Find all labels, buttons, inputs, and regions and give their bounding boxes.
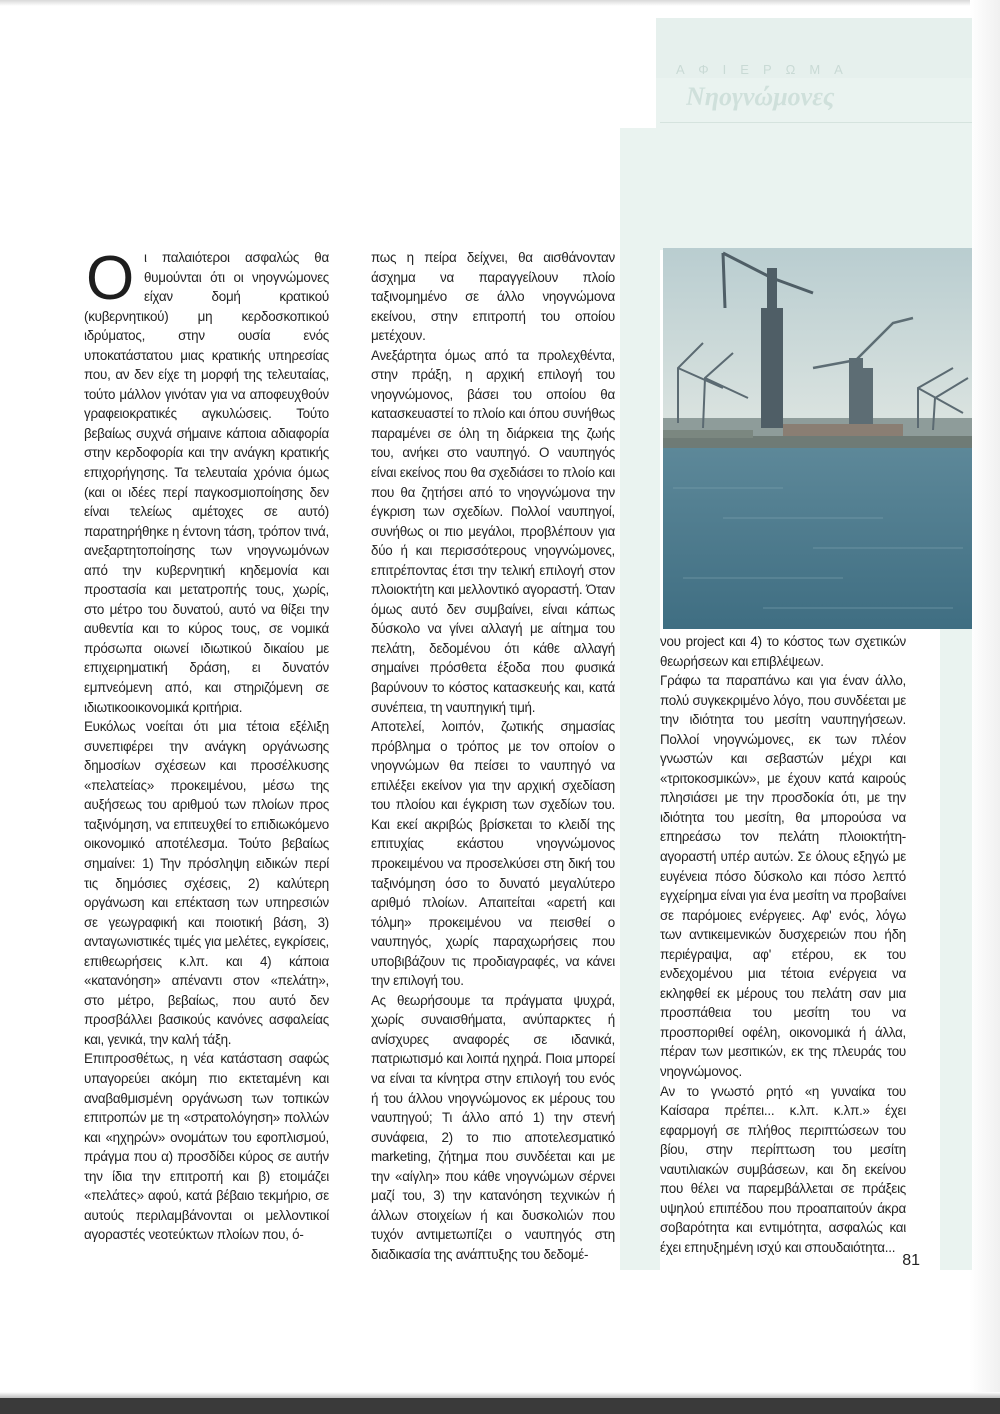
- paragraph: Ευκόλως νοείται ότι μια τέτοια εξέλιξη συνεπιφέρει την ανάγκη οργάνωσης δημοσίων σχέσεων και προσέλκυσης «πελατείας» προκειμένου, μέσω της αυξήσεως του αριθμού των πλοίων προς ταξινόμηση, να επιτευχθεί το επιδιωκόμενο οικονομικό αποτέλεσμα. Τούτο βεβαίως σημαίνει: 1) Την πρόσληψη ειδικών περί τις δημόσιες σχέσεις, 2) καλύτερη οργάνωση και επέκταση των υπηρεσιών σε γεωγραφική και ποιοτική βάση, 3) ανταγωνιστικές τιμές για μελέτες, εγκρίσεις, επιθεωρήσεις κ.λπ. και 4) κάποια «κατανόηση» απέναντι στον «πελάτη», στο μέτρο, βεβαίως, που αυτό δεν προσβάλλει βασικούς κανόνες ασφαλείας και, γενικά, την καλή τάξη.: [84, 719, 329, 1047]
- paragraph: νου project και 4) το κόστος των σχετικών θεωρήσεων και επιβλέψεων.: [660, 634, 906, 669]
- scan-edge-bottom: [0, 1398, 1000, 1414]
- header-rule: [660, 122, 972, 123]
- paragraph: Επιπροσθέτως, η νέα κατάσταση σαφώς υπαγορεύει ακόμη πιο εκτεταμένη και αναβαθμισμένη οργάνωση των τοπικών επιτροπών με τη «στρατολόγηση» πολλών και «ηχηρών» ονομάτων του εφοπλισμού, πράγμα που α) προσδίδει κύρος σε αυτήν την ίδια την επιτροπή και β) ετοιμάζει «πελάτες» αφού, κατά βέβαιο τεκμήριο, σε αυτούς περιλαμβάνονται οι μελλοντικοί αγοραστές νεοτεύκτων πλοίων που, ό-: [84, 1051, 329, 1243]
- harbour-cranes-photo: [663, 248, 972, 629]
- article-column-1: [84, 244, 329, 1245]
- paragraph: Ας θεωρήσουμε τα πράγματα ψυχρά, χωρίς συναισθήματα, ανύπαρκτες ή ανίσχυρες αναφορές σε ιδανικά, πατριωτισμό και λοιπά ηχηρά. Ποια μπορεί να είναι τα κίνητρα στην επιλογή του ενός ή του άλλου νηογνώμονος εκ μέρους του ναυπηγού; Τι άλλο από 1) την στενή συνάφεια, 2) το πιο αποτελεσματικό marketing, ζήτημα που συνδέεται και με την «αίγλη» που κάθε νηογνώμων σέρνει μαζί του, 3) την κατανόηση τεχνικών ή άλλων στοιχείων ή και δυσκολιών που τυχόν αντιμετωπίζει ο ναυπηγός στη διαδικασία της ανάπτυξης του δεδομέ-: [371, 992, 615, 1262]
- section-label: ΑΦΙΕΡΩΜΑ: [676, 62, 857, 77]
- section-heading: Νηογνώμονες: [686, 82, 835, 111]
- paragraph: ι παλαιότεροι ασφαλώς θα θυμούνται ότι οι νηογνώμονες είχαν δομή κρατικού (κυβερνητικού) μη κερδοσκοπικού ιδρύματος, στην ουσία ενός υποκατάστατου μιας κρατικής υπηρεσίας που, αν δεν είχε τη μορφή της τελευταίας, τούτο μάλλον γινόταν για να αποφευχθούν γραφειοκρατικές αγκυλώσεις. Τούτο βεβαίως συχνά σήμαινε κάποια αδιαφορία στην κερδοφορία και την ανάγκη κρατικής επιχορήγησης. Τα τελευταία χρόνια όμως (και οι ιδέες περί παγκοσμιοποίησης δεν είναι τελείως αμέτοχες σε αυτό) παρατηρήθηκε η έντονη τάση, τρόπον τινά, ανεξαρτητοποίησης των νηογνωμόνων από την κυβερνητική κηδεμονία και προστασία και μετατροπής τους, χωρίς, στο μέτρο του δυνατού, αυτό να θίξει την αυθεντία και το κύρος τους, σε νομικά πρόσωπα οιωνεί ιδιωτικού δικαίου με επιχειρηματική δράση, ει δυνατόν εμπνεόμενη από, και στηριζόμενη σε ιδιωτικοοικονομικά κριτήρια.: [84, 250, 329, 715]
- paragraph: Αν το γνωστό ρητό «η γυναίκα του Καίσαρα πρέπει... κ.λπ. κ.λπ.» έχει εφαρμογή σε πλήθος περιπτώσεων του βίου, στην περίπτωση του μεσίτη ναυτιλιακών συμβάσεων, και δη εκείνου που θέλει να παρεμβάλλεται σε πράξεις υψηλού επιπέδου που προαπαιτούν άκρα σοβαρότητα και εντιμότητα, ασφαλώς και έχει επηυξημένη ισχύ και σπουδαιότητα...: [660, 1083, 906, 1255]
- article-column-2: [371, 248, 615, 1264]
- scan-edge-right: [970, 0, 1000, 1398]
- page-number: 81: [902, 1252, 920, 1269]
- scan-edge-top: [0, 0, 1000, 6]
- paragraph: Αποτελεί, λοιπόν, ζωτικής σημασίας πρόβλημα ο τρόπος με τον οποίον ο νηογνώμων θα πείσει το ναυπηγό να επιλέξει εκείνον για την αρχική σχεδίαση του πλοίου και έγκριση των σχεδίων του. Και εκεί ακριβώς βρίσκεται το κλειδί της επιτυχίας εκάστου νηογνώμονος προκειμένου να προσελκύσει στη δική του ταξινόμηση όσο το δυνατό μεγαλύτερο αριθμό πλοίων. Απαιτείται «αρετή και τόλμη» προκειμένου να πεισθεί ο ναυπηγός, χωρίς παραχωρήσεις που υποβιβάζουν τις προδιαγραφές, να κάνει την επιλογή του.: [371, 719, 615, 989]
- paragraph: πως η πείρα δείχνει, θα αισθάνονταν άσχημα να παραγγείλουν πλοίο ταξινομημένο σε άλλο νηογνώμονα εκείνου, στην επιτροπή του οποίου μετέχουν.: [371, 250, 615, 344]
- paragraph: Γράφω τα παραπάνω και για έναν άλλο, πολύ συγκεκριμένο λόγο, που συνδέεται με την ιδιότητα του μεσίτη ναυπηγήσεων. Πολλοί νηογνώμονες, εκ των πλέον γνωστών και σεβαστών μέχρι και «τριτοκοσμικών», με έχουν κατά καιρούς πλησιάσει με την προσδοκία ότι, με την ιδιότητα του μεσίτη, θα μπορούσα να επηρεάσω τον πελάτη πλοιοκτήτη-αγοραστή υπέρ αυτών. Σε όλους εξηγώ με ευγένεια πόσο δύσκολο και πόσο λεπτό εγχείρημα είναι για ένα μεσίτη να προβαίνει σε παρόμοιες ενέργειες. Αφ' ενός, λόγω των αντικειμενικών δυσχερειών που ήδη περιέγραψα, αφ' ετέρου, εκ του ενδεχομένου μια τέτοια ενέργεια να εκληφθεί εκ μέρους του πελάτη σαν μια προσπάθεια του μεσίτη του να προσποριθεί οφέλη, οικονομικά ή άλλα, πέραν των μεσιτικών, εκ της πλευράς του νηογνώμονος.: [660, 673, 906, 1080]
- paragraph: Ανεξάρτητα όμως από τα προλεχθέντα, στην πράξη, η αρχική επιλογή του νηογνώμονος, βάσει του οποίου θα κατασκευαστεί το πλοίο και όπου συνήθως παραμένει σε όλη τη διάρκεια της ζωής του, ανήκει στο ναυπηγό. Ο ναυπηγός είναι εκείνος που θα σχεδιάσει το πλοίο και που θα ζητήσει από το νηογνώμονα την έγκριση των σχεδίων. Πολλοί ναυπηγοί, συνήθως οι πιο μεγάλοι, προβλέπουν για δύο ή και περισσότερους νηογνώμονες, επιτρέποντας έτσι την τελική επιλογή στον πλοιοκτήτη και μελλοντικό αγοραστή. Όταν όμως αυτό δεν συμβαίνει, είναι κάπως δύσκολο να γίνει αλλαγή με αίτημα του πελάτη, δεδομένου ότι κάθε αλλαγή σημαίνει πρόσθετα έξοδα που φυσικά βαρύνουν το κόστος κατασκευής και, κατά συνέπεια, τη ναυπηγική τιμή.: [371, 347, 615, 715]
- panel-notch: [616, 18, 656, 128]
- drop-cap: Ο: [86, 244, 134, 313]
- article-column-3: [660, 632, 906, 1258]
